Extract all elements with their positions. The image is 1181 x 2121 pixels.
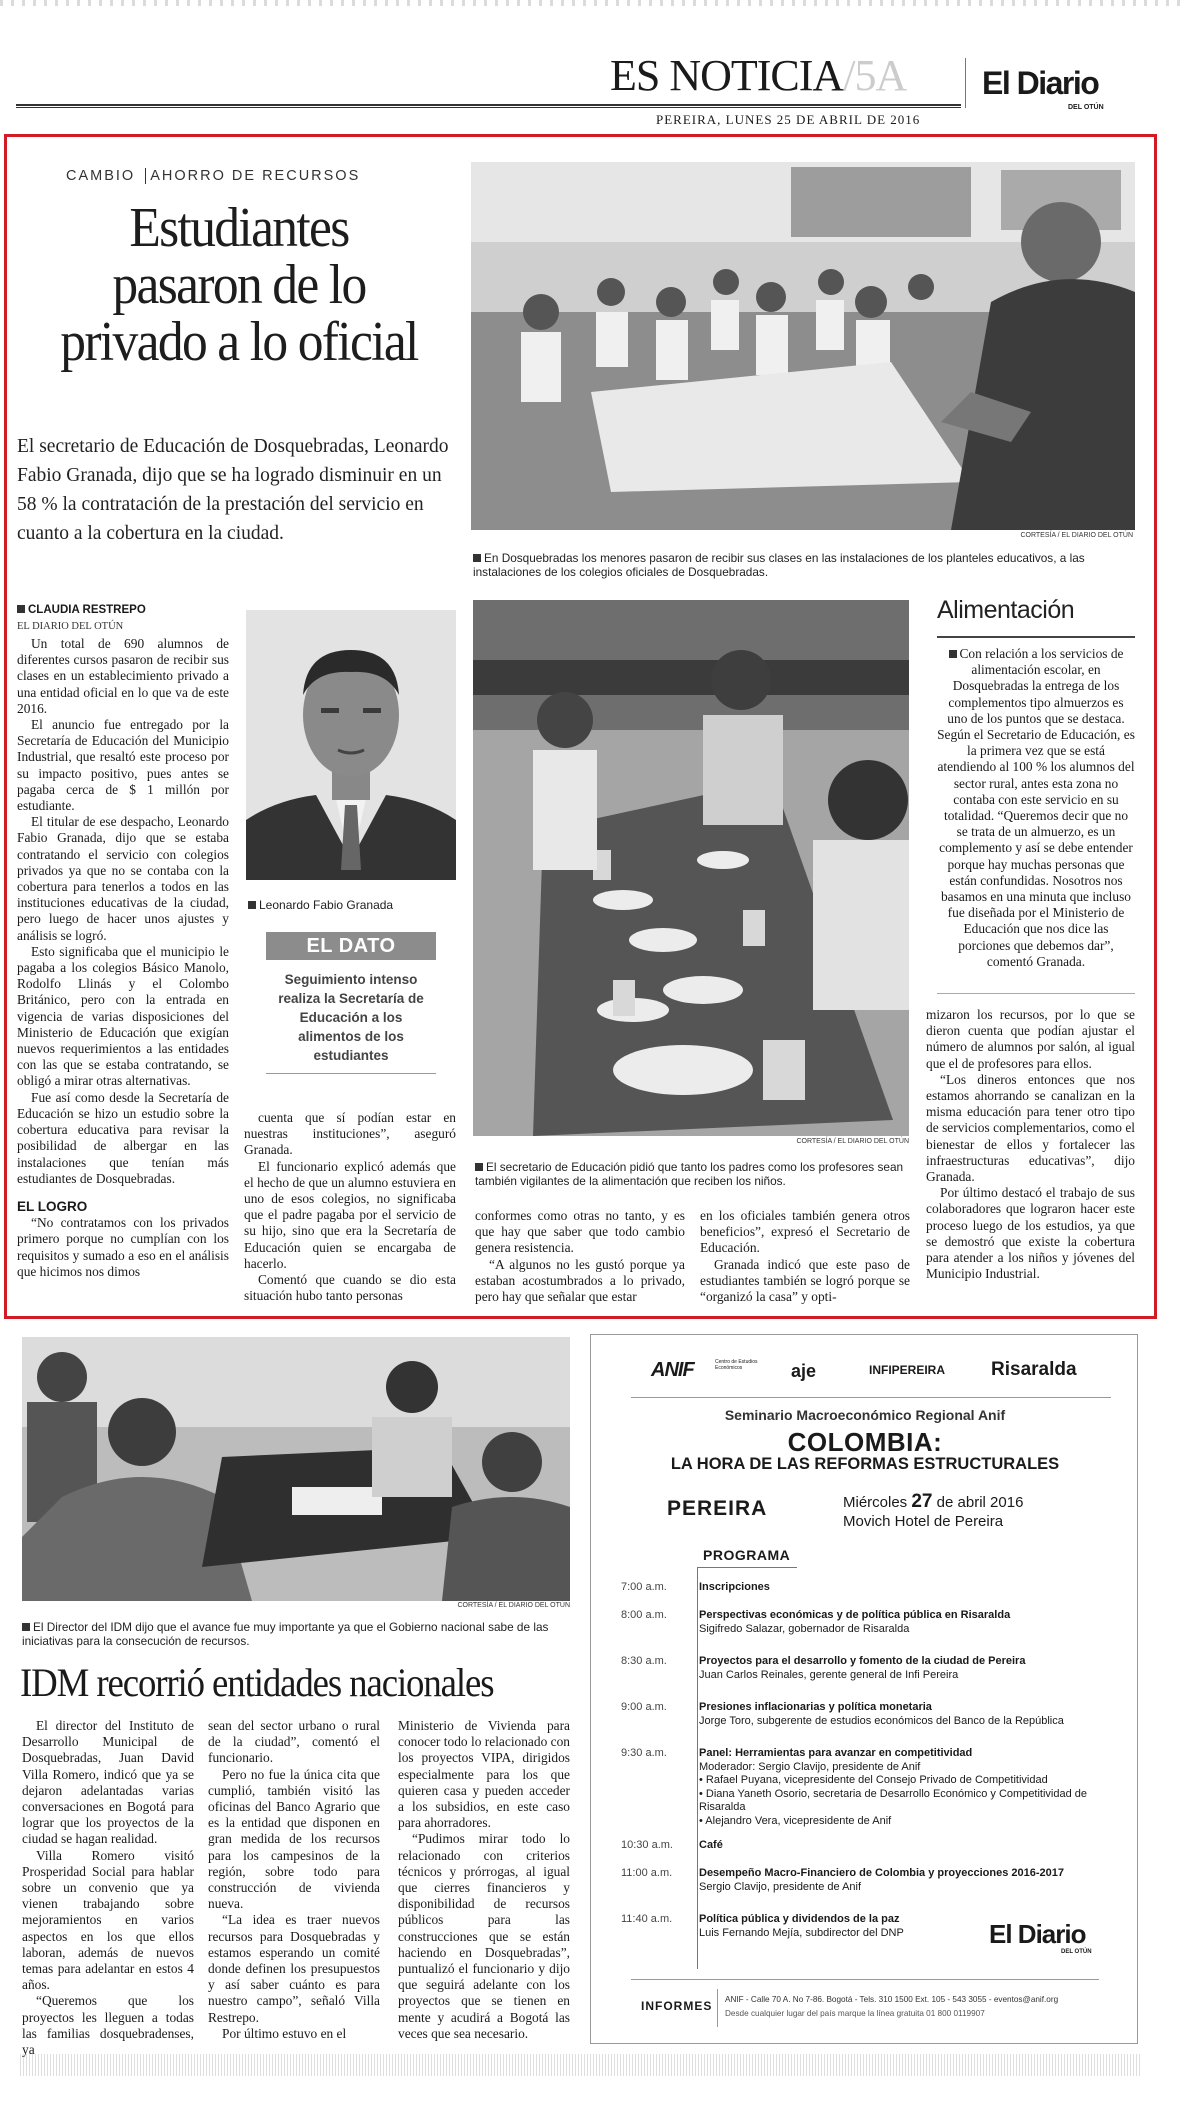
program-speaker: Sigifredo Salazar, gobernador de Risaralda — [699, 1622, 910, 1635]
program-title: Proyectos para el desarrollo y fomento de la ciudad de Pereira — [699, 1655, 1026, 1667]
ad-box — [590, 1334, 1138, 2044]
article1-col1 — [17, 636, 229, 1280]
article1-col4 — [700, 1208, 910, 1305]
paragraph: Granada indicó que este paso de estudiantes también se logró porque se “organizó la casa” y opti- — [700, 1256, 910, 1305]
program-time: 7:00 a.m. — [621, 1581, 667, 1593]
meeting-scene — [22, 1337, 570, 1601]
date-day: 27 — [911, 1491, 933, 1512]
program-speaker: Juan Carlos Reinales, gerente general de Infi Pereira — [699, 1668, 959, 1681]
headline-line-1: Estudiantes — [129, 197, 349, 259]
photo2-credit: CORTESÍA / EL DIARIO DEL OTÚN — [796, 1138, 909, 1145]
paragraph: conformes como otras no tanto, y es que hay que saber que todo cambio genera resistencia. — [475, 1208, 685, 1256]
lead-paragraph: El secretario de Educación de Dosquebradas, Leonardo Fabio Granada, dijo que se ha logrado disminuir en un 58 % la contratación de la prestación del servicio en cuanto a la cobertura en la ciudad. — [17, 436, 449, 544]
headline — [32, 197, 446, 373]
program-title: Perspectivas económicas y de política pública en Risaralda — [699, 1609, 1011, 1621]
page-number: 5A — [854, 51, 907, 100]
program-time: 9:30 a.m. — [621, 1747, 667, 1759]
paragraph: Un total de 690 alumnos de diferentes cursos pasaron de recibir sus clases en un establecimiento privado a una entidad oficial en lo que va de este 2016. — [17, 636, 229, 716]
header-logo: El Diario — [982, 65, 1099, 101]
program-detail — [699, 1867, 1121, 1894]
program-detail — [699, 1655, 1121, 1682]
program-time: 10:30 a.m. — [621, 1839, 673, 1851]
program-detail — [699, 1747, 1121, 1828]
dateline: PEREIRA, LUNES 25 DE ABRIL DE 2016 — [656, 112, 921, 127]
header-logo-sub: DEL OTÚN — [1068, 104, 1104, 111]
kicker — [66, 168, 360, 184]
article1-col3 — [475, 1208, 685, 1305]
paragraph: “La idea es traer nuevos recursos para Dosquebradas y estamos esperando un comité donde definen los presupuestos y así saber cuánto es para nuestro campo”, señaló Villa Restrepo. — [208, 1912, 380, 2025]
program-speaker: Sergio Clavijo, presidente de Anif — [699, 1880, 862, 1893]
section-title: ES NOTICIA/5A — [610, 51, 907, 100]
paragraph: “Los dineros entonces que nos estamos ahorrando se canalizan en la misma educación para tener otro tipo de servicios complementarios, como el bienestar de ellos y fortalecer las infraestructuras educativas”, dijo Granada. — [926, 1071, 1135, 1185]
program-detail — [699, 1839, 1121, 1853]
dato-box — [266, 932, 436, 1074]
program-title: Presiones inflacionarias y política monetaria — [699, 1701, 932, 1713]
paragraph: El director del Instituto de Desarrollo Municipal de Dosquebradas, Juan David Villa Romero, indicó que ya se dejaron adelantadas varias conversaciones en Bogotá para lograr que los proyectos de la ciudad se hagan realidad. — [22, 1718, 194, 1847]
ad-venue: Movich Hotel de Pereira — [843, 1513, 1004, 1530]
risaralda-logo: Risaralda — [991, 1359, 1077, 1380]
sidebar-text — [937, 646, 1135, 970]
header-divider — [965, 58, 966, 108]
classroom-photo — [471, 162, 1135, 530]
article2-caption — [22, 1620, 570, 1648]
paragraph: Pero no fue la única cita que cumplió, también visitó las oficinas del Banco Agrario que es la entidad que disponen en gran medida de los recursos para los campesinos de la región, sobre todo para construcción de vivienda nueva. — [208, 1766, 380, 1912]
scan-edge — [0, 0, 1181, 6]
kicker-subtopic: AHORRO DE RECURSOS — [150, 168, 361, 184]
photo1-caption — [473, 551, 1133, 579]
informes-contact: ANIF - Calle 70 A. No 7-86. Bogotá - Tels. 310 1500 Ext. 105 - 543 3055 - eventos@anif.org — [725, 1995, 1059, 2004]
program-title: Política pública y dividendos de la paz — [699, 1913, 900, 1925]
photo2-caption — [475, 1160, 909, 1188]
portrait-photo — [246, 610, 456, 880]
program-detail — [699, 1701, 1121, 1728]
lunch-photo — [473, 600, 909, 1136]
sidebar-title: Alimentación — [937, 596, 1075, 624]
byline-org: EL DIARIO DEL OTÚN — [17, 621, 124, 632]
meeting-photo — [22, 1337, 570, 1601]
photo1-caption-text: En Dosquebradas los menores pasaron de recibir sus clases en las instalaciones de los planteles educativos, a las instalaciones de los colegios oficiales de Dosquebradas. — [473, 551, 1085, 579]
paragraph: Comentó que cuando se dio esta situación hubo tanto personas — [244, 1272, 456, 1304]
program-title: Desempeño Macro-Financiero de Colombia y proyecciones 2016-2017 — [699, 1867, 1064, 1879]
article2-headline: IDM recorrió entidades nacionales — [20, 1660, 494, 1705]
informes-divider — [717, 1989, 718, 2027]
program-title: Café — [699, 1839, 723, 1851]
subheading: EL LOGRO — [17, 1198, 88, 1214]
informes-label: INFORMES — [641, 1999, 713, 2013]
ad-date — [843, 1491, 1023, 1513]
ad-city: PEREIRA — [667, 1497, 768, 1520]
article1-col5 — [926, 1007, 1135, 1282]
article2-col3 — [398, 1718, 570, 2042]
lunch-scene — [473, 600, 909, 1136]
infipereira-logo: INFIPEREIRA — [869, 1363, 946, 1377]
section-name: ES NOTICIA — [610, 51, 844, 100]
headline-line-2: pasaron de lo — [112, 254, 366, 316]
program-time: 9:00 a.m. — [621, 1701, 667, 1713]
dato-title: EL DATO — [266, 932, 436, 960]
headline-line-3: privado a lo oficial — [60, 311, 418, 373]
paragraph: mizaron los recursos, por lo que se dieron cuenta que podían ajustar el número de alumnos por salón, al igual que el de profesores para ellos. — [926, 1007, 1135, 1071]
date-month: de abril 2016 — [936, 1494, 1024, 1511]
paragraph: El funcionario explicó además que el hecho de que un alumno estuviera en uno de esos colegios, no significaba que el padre pagaba por el servicio de su hijo, sino que era la Secretaría de Educación quien se encargaba de hacerlo. — [244, 1158, 456, 1271]
panelist: • Rafael Puyana, vicepresidente del Consejo Privado de Competitividad — [699, 1774, 1048, 1786]
paragraph: Villa Romero visitó Prosperidad Social para hablar sobre un convenio que ya vienen trabajando sobre mejoramientos en varios aspectos en los que ellos laboran, además de nuevos temas para adelantar en estos 4 años. — [22, 1847, 194, 1993]
article2-caption-text: El Director del IDM dijo que el avance fue muy importante ya que el Gobierno nacional sabe de las iniciativas para la consecución de recursos. — [22, 1620, 549, 1648]
program-title: Inscripciones — [699, 1581, 770, 1593]
ad-diario-logo: El Diario — [989, 1919, 1086, 1949]
panelist: • Diana Yaneth Osorio, secretaria de Desarrollo Económico y Competitividad de Risaralda — [699, 1787, 1088, 1813]
portrait-figure — [246, 610, 456, 880]
paragraph: Por último estuvo en el — [222, 2025, 347, 2041]
paragraph: Fue así como desde la Secretaría de Educación se hizo un estudio sobre la cobertura educativa para revisar la posibilidad de albergar en las instalaciones que tenían más estudiantes de Dosquebradas. — [17, 1089, 229, 1186]
article2-col1 — [22, 1718, 194, 2058]
page-header — [16, 52, 1130, 134]
programa-label: PROGRAMA — [703, 1547, 791, 1563]
dato-text: Seguimiento intenso realiza la Secretaría de Educación a los alimentos de los estudiantes — [266, 960, 436, 1074]
paragraph: “No contratamos con los privados primero porque no cumplían con los requisitos y sumado a eso en el análisis que hicimos nos dimos — [17, 1215, 229, 1279]
sidebar-paragraph: Con relación a los servicios de alimentación escolar, en Dosquebradas la entrega de los complementos tipo almuerzos es uno de los puntos que se destaca. Según el Secretario de Educación, es la primera vez que se está atendiendo al 100 % los alumnos del sector rural, antes esta zona no contaba con este servicio en su totalidad. “Queremos decir que no se trata de un almuerzo, es un complemento y así se debe entender porque hay muchas personas que están confundidas. Nosotros nos basamos en una minuta que incluso fue diseñada por el Ministerio de Educación que nos dice las porciones que debemos dar”, comentó Granada. — [937, 646, 1135, 969]
paragraph: “Queremos que los proyectos les lleguen a todas las familias dosquebradenses, ya — [22, 1993, 194, 2058]
seminar-title: Seminario Macroeconómico Regional Anif — [724, 1407, 1006, 1423]
program-title: Panel: Herramientas para avanzar en competitividad — [699, 1747, 973, 1759]
paragraph: “A algunos no les gustó porque ya estaban acostumbrados a lo privado, pero hay que señalar que estar — [475, 1256, 685, 1305]
paragraph: sean del sector urbano o rural de la ciudad”, comentó el funcionario. — [208, 1718, 380, 1766]
article1-col2 — [244, 1110, 456, 1304]
program-detail — [699, 1581, 1121, 1595]
ad-diario-logo-sub: DEL OTÚN — [1061, 1949, 1092, 1955]
panelist: • Alejandro Vera, vicepresidente de Anif — [699, 1814, 892, 1827]
header-rule — [16, 104, 961, 108]
paragraph: Esto significaba que el municipio le pagaba a los colegios Básico Manolo, Rodolfo Llinás y el Colombo Británico, pero con la entrada en vigencia de varias disposiciones del Ministerio de Educación que exigían nuevos requerimientos a las entidades con las que se estaba contratando, se obligó a mirar otras alternativas. — [17, 943, 229, 1089]
anif-logo-sub: Centro de Estudios Económicos — [715, 1359, 758, 1371]
program-time: 11:00 a.m. — [621, 1867, 673, 1879]
paragraph: El titular de ese despacho, Leonardo Fabio Granada, dijo que se estaba contratando el servicio con colegios privados ya que no se contaba con la cobertura para tenerlos a todos en las instituciones educativas de la ciudad, pero luego de hacer unos ajustes y análisis se logró. — [17, 814, 229, 943]
classroom-scene — [471, 162, 1135, 530]
program-detail — [699, 1609, 1121, 1636]
portrait-caption — [248, 898, 393, 912]
paragraph: El anuncio fue entregado por la Secretaría de Educación del Municipio Industrial, que resaltó este proceso por su impacto positivo, pues antes se pagaba cerca de $ 1 millón por estudiante. — [17, 717, 229, 814]
paragraph: “Pudimos mirar todo lo relacionado con criterios técnicos y prórrogas, al igual que cierres financieros y disponibilidad de recursos públicos para las construcciones que se están haciendo en Dosquebradas”, puntualizó el funcionario y dijo que seguirá adelante con los proyectos que se tienen en mente y acudirá a Bogotá las veces que sea necesario. — [398, 1831, 570, 2041]
anif-logo: ANIF — [651, 1359, 694, 1381]
sidebar-bottom-rule — [937, 993, 1135, 994]
paragraph: en los oficiales también genera otros beneficios”, expresó el Secretario de Educación. — [700, 1208, 910, 1256]
program-speaker: Luis Fernando Mejía, subdirector del DNP — [699, 1926, 904, 1939]
aje-logo: aje — [791, 1361, 817, 1381]
ad-title-2: LA HORA DE LAS REFORMAS ESTRUCTURALES — [670, 1455, 1060, 1473]
program-time: 8:30 a.m. — [621, 1655, 667, 1667]
program-time: 11:40 a.m. — [621, 1913, 673, 1925]
program-speaker: Moderador: Sergio Clavijo, presidente de Anif — [699, 1760, 921, 1773]
program-speaker: Jorge Toro, subgerente de estudios económicos del Banco de la República — [699, 1714, 1064, 1727]
informes-phone: Desde cualquier lugar del país marque la línea gratuita 01 800 0119907 — [725, 2009, 985, 2018]
program-detail — [699, 1913, 971, 1940]
photo3-credit: CORTESÍA / EL DIARIO DEL OTÚN — [457, 1602, 570, 1609]
paragraph: Ministerio de Vivienda para conocer todo lo relacionado con los proyectos VIPA, dirigidos especialmente para los que quieren casa y pueden acceder a los subsidios, en este caso para ahorradores. — [398, 1718, 570, 1831]
sidebar-rule — [937, 636, 1135, 638]
photo2-caption-text: El secretario de Educación pidió que tanto los padres como los profesores sean también vigilantes de la alimentación que reciben los niños. — [475, 1160, 904, 1188]
program-time: 8:00 a.m. — [621, 1609, 667, 1621]
article2-col2 — [208, 1718, 380, 2042]
portrait-caption-text: Leonardo Fabio Granada — [259, 898, 394, 912]
paragraph: cuenta que sí podían estar en nuestras instituciones”, aseguró Granada. — [244, 1110, 456, 1158]
date-weekday: Miércoles — [843, 1494, 908, 1511]
ad-rule — [631, 1397, 1111, 1398]
programa-rule — [697, 1567, 797, 1568]
photo1-credit: CORTESÍA / EL DIARIO DEL OTÚN — [1020, 532, 1133, 539]
ad-logos — [651, 1353, 1101, 1393]
kicker-topic: CAMBIO — [66, 168, 136, 184]
ad-title-1: COLOMBIA: — [787, 1427, 943, 1457]
byline-name: CLAUDIA RESTREPO — [28, 604, 146, 616]
informes-rule — [631, 1979, 1099, 1980]
paragraph: Por último destacó el trabajo de sus colaboradores que lograron hacer este proceso luego de los estudios, ya que se demostró que existe la cobertura para atender a los niños y jóvenes del Municipio Industrial. — [926, 1185, 1135, 1282]
byline — [17, 604, 146, 616]
scan-bottom-edge — [20, 2054, 1140, 2076]
